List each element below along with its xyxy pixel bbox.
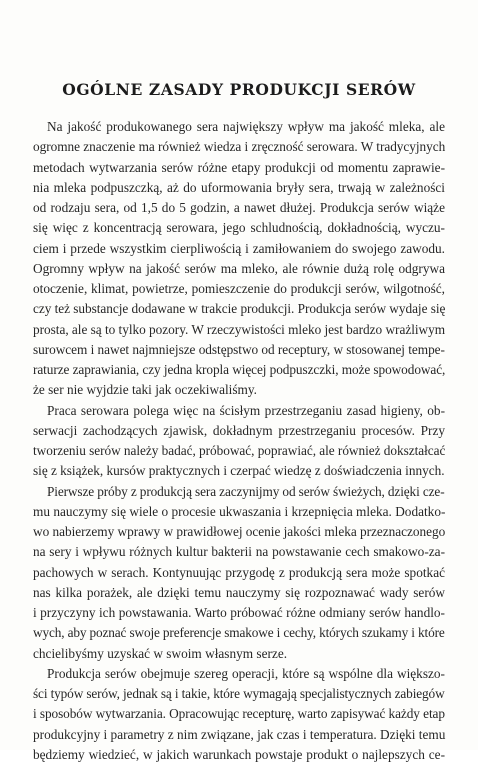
- body-text: [33, 117, 445, 765]
- paragraph: [33, 401, 445, 482]
- text-line: się więc z koncentracją serowara, jego schludnością, dokładnością, wyczu-: [33, 220, 445, 236]
- text-line: nas kilka porażek, ale dzięki temu nauczymy się rozpoznawać wady serów: [33, 584, 445, 600]
- text-line: ciem i przede wszystkim cierpliwością i zamiłowaniem do swojego zawodu.: [33, 240, 445, 256]
- text-line: nia mleka podpuszczką, aż do uformowania bryły sera, trwają w zależności: [33, 179, 445, 195]
- text-line: surowcem i nawet najmniejsze odstępstwo od receptury, w stosowanej tempe-: [33, 341, 445, 357]
- paragraph: [33, 482, 445, 664]
- text-line: że ser nie wyjdzie taki jak oczekiwaliśmy.: [33, 382, 257, 398]
- text-line: mu nauczymy się wiele o procesie ukwaszania i krzepnięcia mleka. Dodatko-: [33, 503, 446, 519]
- text-line: na sery i wpływu różnych kultur bakterii na powstawanie cech smakowo-za-: [33, 544, 445, 560]
- text-line: ogromne znaczenie ma również wiedza i zręczność serowara. W tradycyjnych: [33, 139, 446, 155]
- text-line: serwacji zachodzących zjawisk, dokładnym przestrzeganiu procesów. Przy: [33, 422, 445, 438]
- text-line: wo nabierzemy wprawy w prawidłowej ocenie jakości mleka przeznaczonego: [33, 524, 446, 539]
- paragraph: [33, 117, 445, 401]
- chapter-title: OGÓLNE ZASADY PRODUKCJI SERÓW: [62, 80, 416, 99]
- text-line: prosta, ale są to tylko pozory. W rzeczywistości mleko jest bardzo wrażliwym: [33, 321, 446, 337]
- text-line: Produkcja serów obejmuje szereg operacji, które są wspólne dla większo-: [47, 665, 445, 681]
- text-line: i sposobów wytwarzania. Opracowując recepturę, warto zapisywać każdy etap: [33, 706, 445, 722]
- text-line: Praca serowara polega więc na ścisłym przestrzeganiu zasad higieny, ob-: [47, 402, 445, 418]
- text-line: raturze zaprawiania, czy jedna kropla więcej podpuszczki, może spowodować,: [33, 362, 446, 377]
- text-line: Ogromny wpływ na jakość serów ma mleko, ale równie dużą rolę odgrywa: [33, 260, 445, 276]
- text-line: Na jakość produkowanego sera największy wpływ ma jakość mleka, ale: [47, 119, 445, 134]
- text-line: od rodzaju sera, od 1,5 do 5 godzin, a nawet dłużej. Produkcja serów wiąże: [33, 200, 445, 215]
- text-line: czy też substancje dodawane w trakcie produkcji. Produkcja serów wydaje się: [33, 301, 446, 317]
- text-line: się z książek, kursów praktycznych i czerpać wiedzę z doświadczenia innych.: [33, 463, 445, 479]
- text-line: Pierwsze próby z produkcją sera zaczynijmy od serów świeżych, dzięki cze-: [47, 483, 445, 499]
- text-line: ści typów serów, jednak są i takie, które wymagają specjalistycznych zabiegów: [33, 686, 445, 701]
- text-line: produkcyjny i parametry z nim związane, jak czas i temperatura. Dzięki temu: [33, 726, 446, 742]
- text-line: pachowych w serach. Kontynuując przygodę z produkcją sera może spotkać: [33, 564, 445, 580]
- text-line: wych, aby poznać swoje preferencje smakowe i cechy, których szukamy i które: [33, 625, 445, 641]
- text-line: tworzeniu serów należy badać, próbować, poprawiać, ale również dokształcać: [33, 443, 446, 458]
- text-line: otoczenie, klimat, powietrze, pomieszczenie do produkcji serów, wilgotność,: [33, 281, 445, 296]
- text-line: metodach wytwarzania serów różne etapy produkcji od momentu zaprawie-: [33, 159, 445, 175]
- text-line: chcielibyśmy uzyskać w swoim własnym serze.: [33, 645, 288, 661]
- text-line: i przyczyny ich powstawania. Warto próbować różne odmiany serów handlo-: [33, 605, 445, 620]
- text-line: będziemy wiedzieć, w jakich warunkach powstaje produkt o najlepszych ce-: [33, 746, 445, 762]
